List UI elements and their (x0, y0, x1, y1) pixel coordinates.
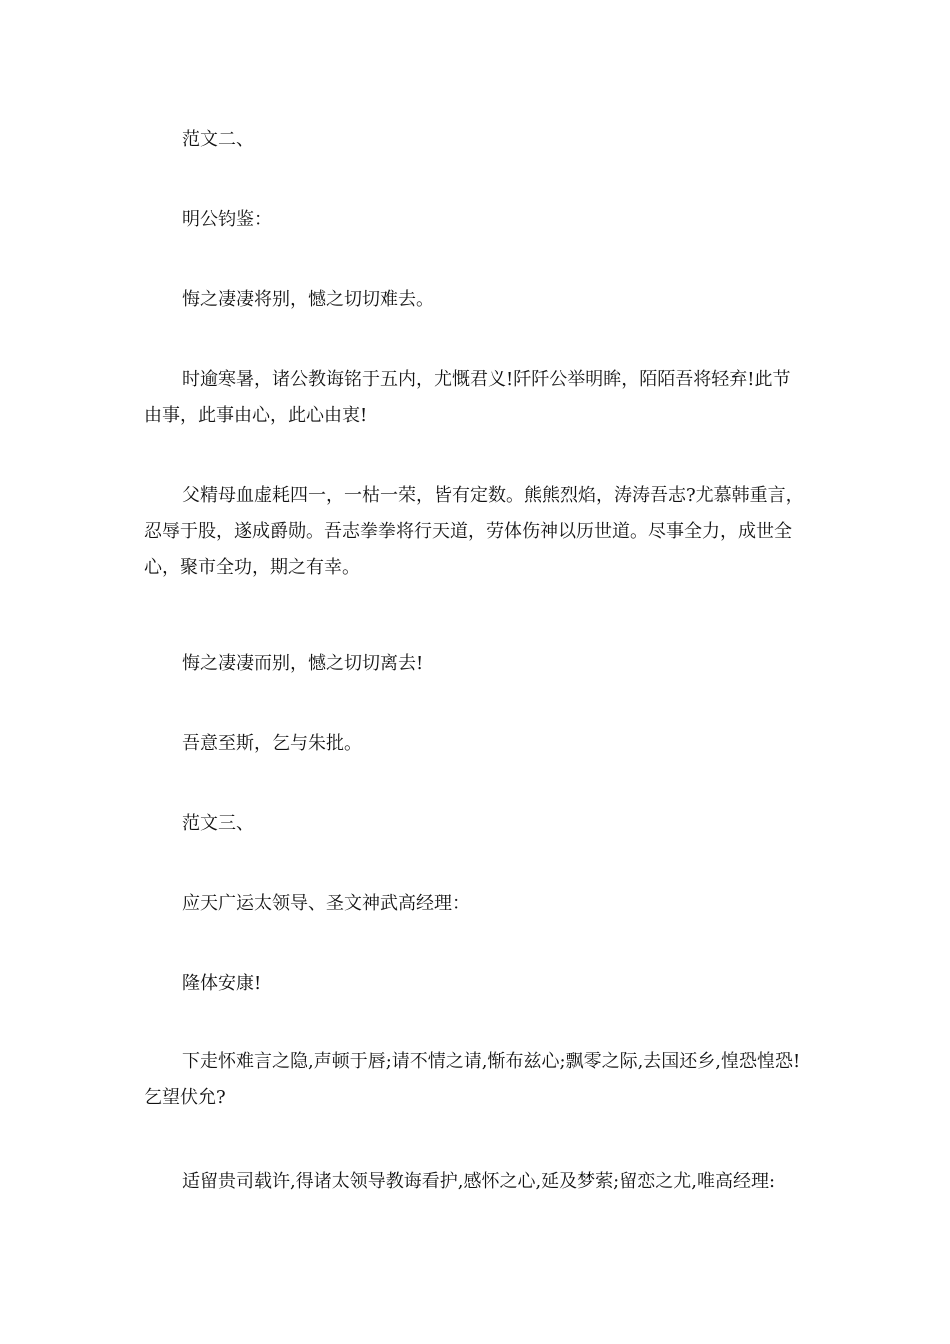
paragraph: 悔之凄凄而别，憾之切切离去! (182, 653, 424, 674)
paragraph: 下走怀难言之隐,声顿于唇;请不情之请,惭布兹心;飘零之际,去国还乡,惶恐惶恐!乞望伏允? (144, 1051, 801, 1108)
paragraph: 悔之凄凄将别，憾之切切难去。 (182, 289, 434, 310)
greeting: 隆体安康! (182, 973, 262, 994)
salutation: 应天广运太领导、圣文神武高经理： (182, 893, 470, 914)
section-heading-2: 范文二、 (182, 129, 254, 150)
salutation: 明公钧鉴： (182, 209, 272, 230)
paragraph: 适留贵司载许,得诸太领导教诲看护,感怀之心,延及梦萦;留恋之尤,唯高经理: (182, 1171, 776, 1192)
paragraph: 父精母血虚耗四一，一枯一荣，皆有定数。熊熊烈焰，涛涛吾志?尤慕韩重言，忍辱于股，遂成爵勋。吾志拳拳将行天道，劳体伤神以历世道。尽事全力，成世全心，聚市全功，期之有幸。 (144, 485, 804, 578)
closing-line: 吾意至斯，乞与朱批。 (182, 733, 362, 754)
paragraph: 时逾寒暑，诸公教诲铭于五内，尤慨君义!阡阡公举明眸，陌陌吾将轻弃!此节由事，此事由心，此心由衷! (144, 369, 791, 426)
section-heading-3: 范文三、 (182, 813, 254, 834)
